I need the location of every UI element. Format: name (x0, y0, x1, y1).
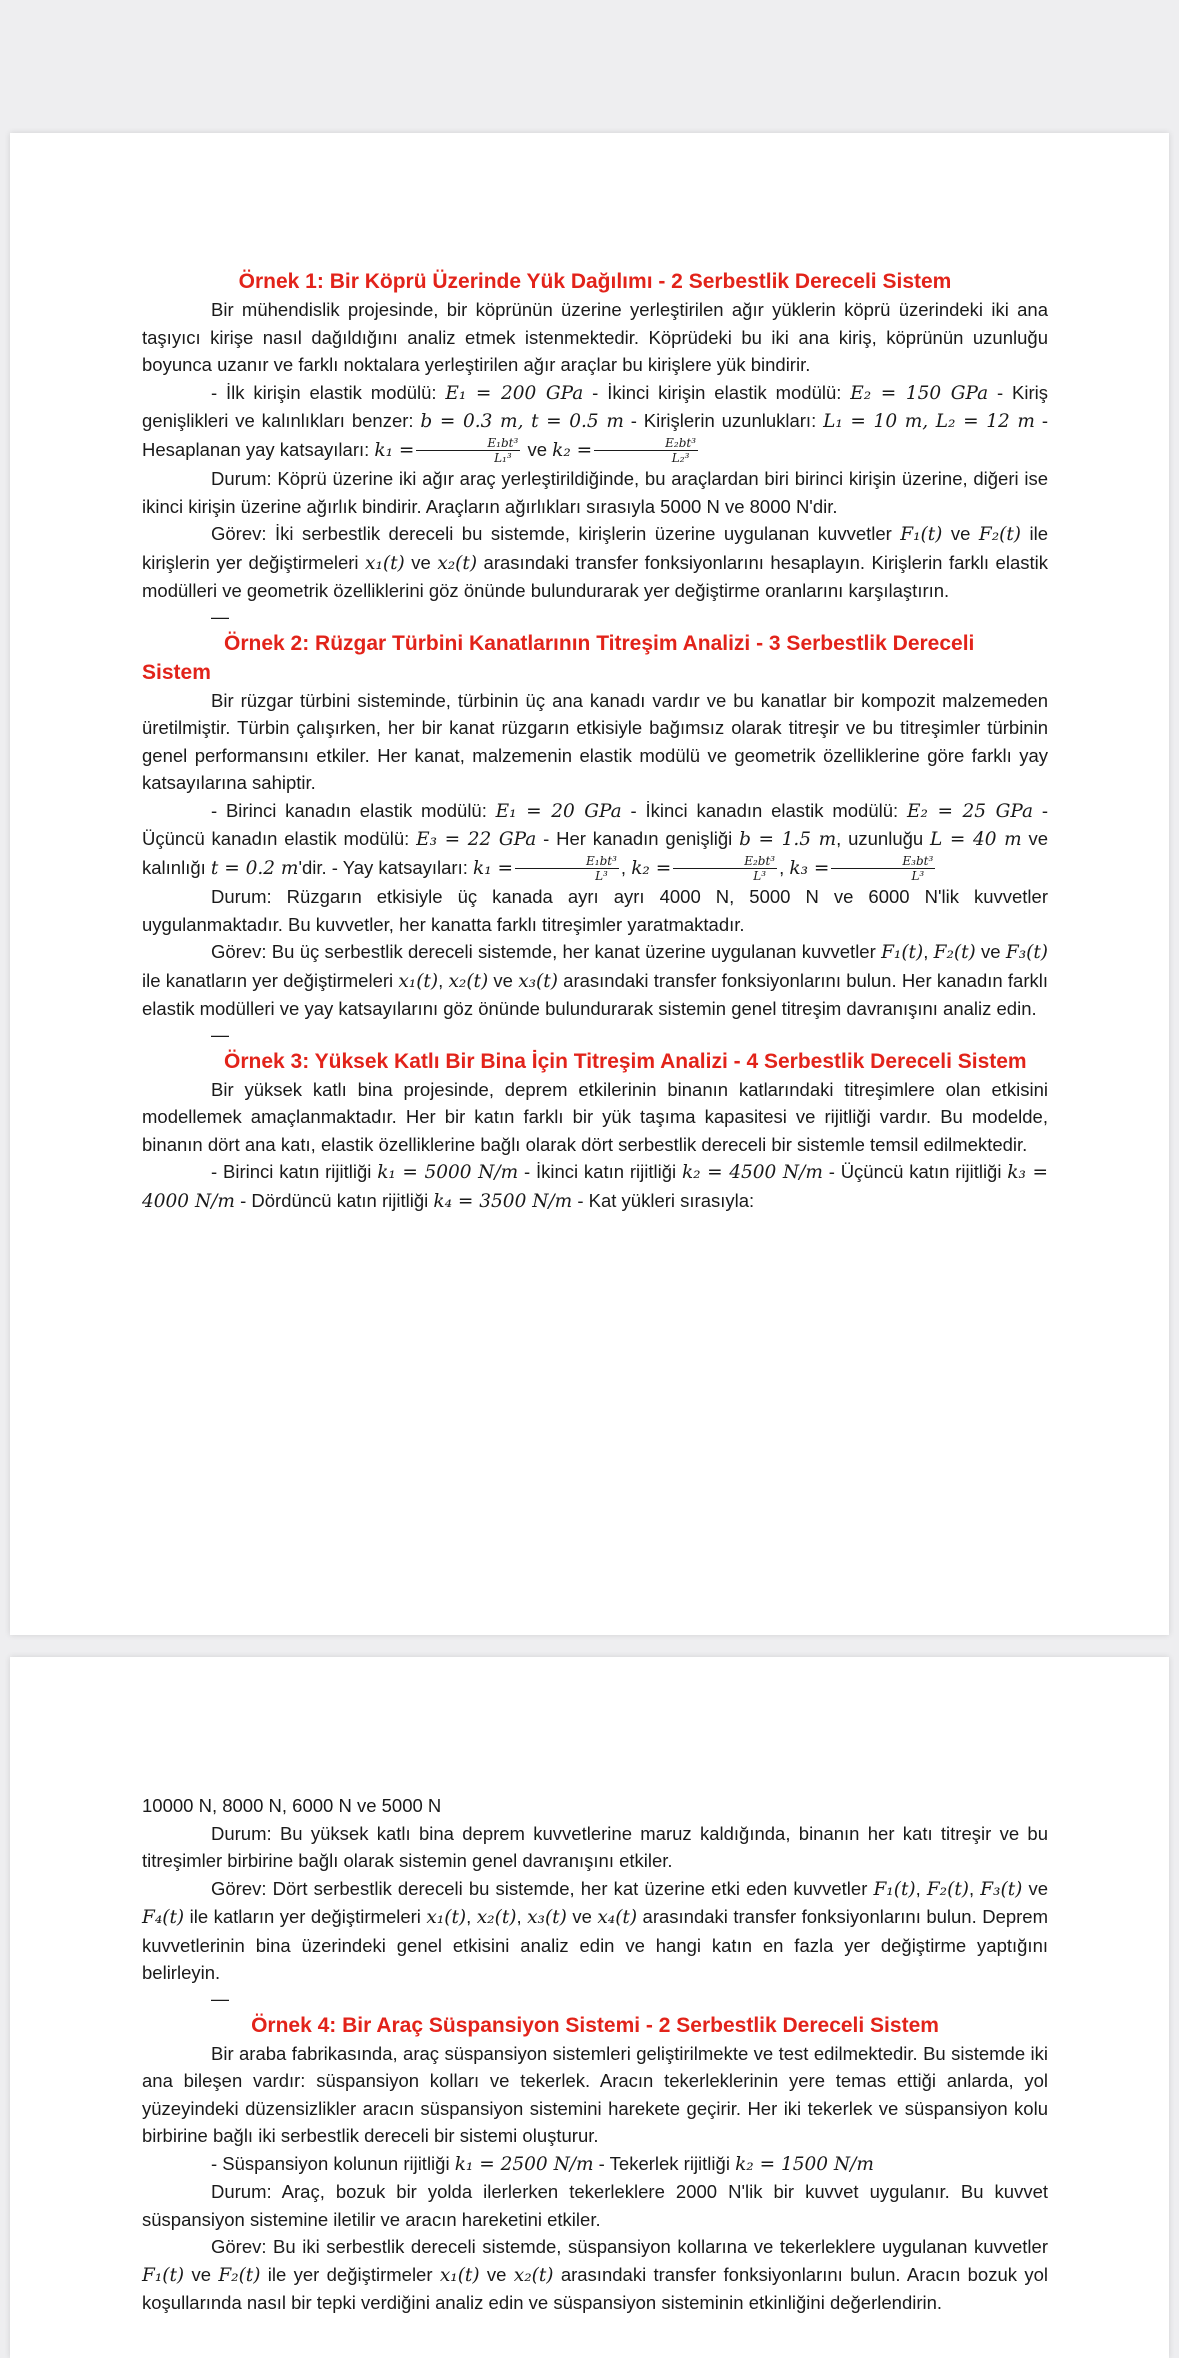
k3-fraction: $\frac{\text{E₃bt³}}{\text{L³}}$ (831, 854, 935, 883)
example-2-intro: Bir rüzgar türbini sisteminde, türbinin üç ana kanadı vardır ve bu kanatlar bir kompozit malzemeden üretilmiştir. Türbin çalışırken, her bir kanat rüzgarın etkisiyle bağımsız olarak titreşir ve bu titreşimler türbinin genel performansını etkiler. Her kanat, malzemenin elastik modülü ve geometrik özelliklerine göre farklı yay katsayılarına sahiptir. (142, 689, 1048, 794)
separator-2: — (211, 1024, 229, 1045)
example-4-title: Örnek 4: Bir Araç Süspansiyon Sistemi - 2 Serbestlik Dereceli Sistem (251, 2013, 939, 2037)
example-3-task: Görev: Dört serbestlik dereceli bu sistemde, her kat üzerine etki eden kuvvetler F₁(t), F₂(t), F₃(t) ve F₄(t) ile katların yer değiştirmeleri x₁(t), x₂(t), x₃(t) ve x₄(t) arasındaki transfer fonksiyonlarını bulun. Deprem kuvvetlerinin bina üzerindeki genel etkisini analiz edin ve hangi katın en fazla yer değiştirme yaptığını belirleyin. (142, 1877, 1049, 1983)
example-4-situation: Durum: Araç, bozuk bir yolda ilerlerken tekerleklere 2000 N'lik bir kuvvet uygulanır. Bu kuvvet süspansiyon sistemine iletilir ve aracın hareketini etkiler. (142, 2181, 1048, 2230)
example-1-parameters: - İlk kirişin elastik modülü: E₁ = 200 GPa - İkinci kirişin elastik modülü: E₂ = 150 GPa - Kiriş genişlikleri ve kalınlıkları benzer: b = 0.3 m, t = 0.5 m - Kirişlerin uzunlukları: L₁ = 10 m, L₂ = 12 m - Hesaplanan yay katsayıları: k₁ = $\frac{\text{E₁bt³}}{\text{L₁³}}$ ve k₂ = $\frac{\text{E₂bt³}}{\text{L₂³}}$ (142, 381, 1048, 466)
separator-1: — (211, 606, 229, 627)
example-1-situation: Durum: Köprü üzerine iki ağır araç yerleştirildiğinde, bu araçlardan biri birinci kirişin üzerine, diğeri ise ikinci kirişin üzerine ağırlık bindirir. Araçların ağırlıkları sırasıyla 5000 N ve 8000 N'dir. (142, 468, 1048, 517)
page-1-content (142, 267, 1048, 1215)
example-4-task: Görev: Bu iki serbestlik dereceli sistemde, süspansiyon kollarına ve tekerleklere uygulanan kuvvetler F₁(t) ve F₂(t) ile yer değiştirmeler x₁(t) ve x₂(t) arasındaki transfer fonksiyonlarını bulun. Aracın bozuk yol koşullarında nasıl bir tepki verdiğini analiz edin ve süspansiyon sisteminin etkinliğini değerlendirin. (142, 2236, 1048, 2313)
example-3-loads: 10000 N, 8000 N, 6000 N ve 5000 N (142, 1795, 442, 1816)
example-3-intro: Bir yüksek katlı bina projesinde, deprem etkilerinin binanın katlarındaki titreşimlere olan etkisini modellemek amaçlanmaktadır. Her bir katın farklı bir yük taşıma kapasitesi ve rijitliği vardır. Bu modelde, binanın dört ana katı, elastik özelliklerine bağlı olarak dört serbestlik dereceli bir sistemle temsil edilmektedir. (142, 1078, 1048, 1155)
example-3-parameters: - Birinci katın rijitliği k₁ = 5000 N/m - İkinci katın rijitliği k₂ = 4500 N/m - Üçüncü katın rijitliği k₃ = 4000 N/m - Dördüncü katın rijitliği k₄ = 3500 N/m - Kat yükleri sırasıyla: (142, 1161, 1048, 1212)
example-4-intro: Bir araba fabrikasında, araç süspansiyon sistemleri geliştirilmekte ve test edilmektedir. Bu sistemde iki ana bileşen vardır: süspansiyon kolları ve tekerlek. Aracın tekerleklerinin yere temas ettiği anlarda, yol yüzeyindeki düzensizlikler aracın süspansiyon sistemini harekete geçirir. Her iki tekerlek ve süspansiyon kolu birbirine bağlı iki serbestlik dereceli bir sistemi oluşturur. (142, 2042, 1048, 2146)
example-3-situation: Durum: Bu yüksek katlı bina deprem kuvvetlerine maruz kaldığında, binanın her katı titreşir ve bu titreşimler birbirine bağlı olarak sistemin genel davranışını etkiler. (142, 1822, 1048, 1871)
example-1-intro: Bir mühendislik projesinde, bir köprünün üzerine yerleştirilen ağır yüklerin köprü üzerindeki iki ana taşıyıcı kirişe nasıl dağıldığını analiz etmek istenmektedir. Köprüdeki bu iki ana kiriş, köprünün uzunluğu boyunca uzanır ve farklı noktalara yerleştirilen ağır araçlar bu kirişlere yük bindirir. (142, 299, 1048, 375)
example-2-situation: Durum: Rüzgarın etkisiyle üç kanada ayrı ayrı 4000 N, 5000 N ve 6000 N'lik kuvvetler uygulanmaktadır. Bu kuvvetler, her kanatta farklı titreşimler yaratmaktadır. (142, 886, 1048, 935)
example-4-parameters: - Süspansiyon kolunun rijitliği k₁ = 2500 N/m - Tekerlek rijitliği k₂ = 1500 N/m (211, 2152, 874, 2175)
separator-3: — (211, 1988, 229, 2009)
k2-fraction: $\frac{\text{E₂bt³}}{\text{L₂³}}$ (594, 436, 698, 465)
example-1-title: Örnek 1: Bir Köprü Üzerinde Yük Dağılımı - 2 Serbestlik Dereceli Sistem (238, 270, 952, 293)
page-2-content (142, 1792, 1048, 2317)
k1-fraction: $\frac{\text{E₁bt³}}{\text{L³}}$ (515, 854, 619, 883)
example-2-title: Örnek 2: Rüzgar Türbini Kanatlarının Titreşim Analizi - 3 Serbestlik Dereceli Sistem (142, 631, 975, 684)
k1-fraction: $\frac{\text{E₁bt³}}{\text{L₁³}}$ (416, 436, 520, 465)
example-2-parameters: - Birinci kanadın elastik modülü: E₁ = 20 GPa - İkinci kanadın elastik modülü: E₂ = 25 GPa - Üçüncü kanadın elastik modülü: E₃ = 22 GPa - Her kanadın genişliği b = 1.5 m, uzunluğu L = 40 m ve kalınlığı t = 0.2 m'dir. - Yay katsayıları: k₁ = $\frac{\text{E₁bt³}}{\text{L³}}$ , k₂ = $\frac{\text{E₂bt³}}{\text{L³}}$ , k₃ = $\frac{\text{E₃bt³}}{\text{L³}}$ (142, 799, 1049, 884)
example-3-title: Örnek 3: Yüksek Katlı Bir Bina İçin Titreşim Analizi - 4 Serbestlik Dereceli Sistem (224, 1049, 1027, 1073)
example-2-task: Görev: Bu üç serbestlik dereceli sistemde, her kanat üzerine uygulanan kuvvetler F₁(t), F₂(t) ve F₃(t) ile kanatların yer değiştirmeleri x₁(t), x₂(t) ve x₃(t) arasındaki transfer fonksiyonlarını bulun. Her kanadın farklı elastik modülleri ve yay katsayılarını göz önünde bulundurarak sistemin genel titreşim davranışını analiz edin. (142, 941, 1048, 1020)
k2-fraction: $\frac{\text{E₂bt³}}{\text{L³}}$ (673, 854, 777, 883)
document-page-1 (10, 133, 1169, 1635)
document-page-2 (10, 1657, 1169, 2358)
example-1-task: Görev: İki serbestlik dereceli bu sistemde, kirişlerin üzerine uygulanan kuvvetler F₁(t) ve F₂(t) ile kirişlerin yer değiştirmeleri x₁(t) ve x₂(t) arasındaki transfer fonksiyonlarını hesaplayın. Kirişlerin farklı elastik modülleri ve geometrik özelliklerini göz önünde bulundurarak yer değiştirme oranlarını karşılaştırın. (142, 523, 1048, 602)
